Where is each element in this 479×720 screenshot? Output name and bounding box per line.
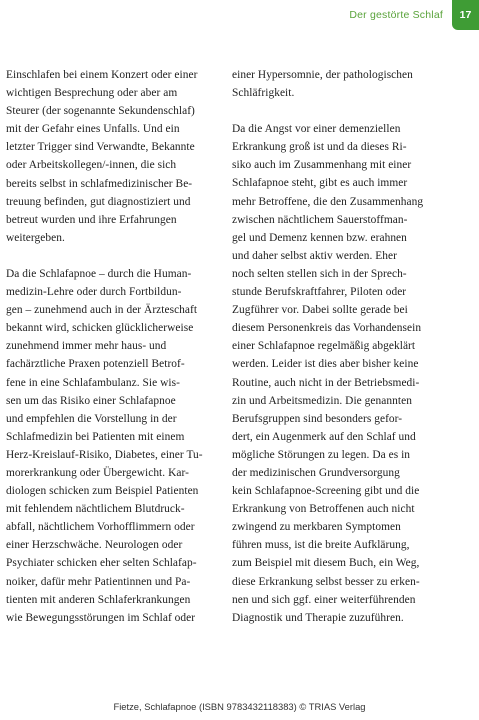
text-line: treuung befinden, gut diagnostiziert und	[6, 195, 191, 208]
running-title: Der gestörte Schlaf	[349, 9, 443, 21]
text-line: gel und Demenz kennen bzw. erahnen	[232, 231, 407, 244]
text-line: sen um das Risiko einer Schlafapnoe	[6, 394, 176, 407]
text-line: dert, ein Augenmerk auf den Schlaf und	[232, 430, 416, 443]
text-line: einer Herzschwäche. Neurologen oder	[6, 539, 183, 552]
text-line: Routine, auch nicht in der Betriebsmedi-	[232, 376, 420, 389]
text-line: mit fehlendem nächtlichem Blutdruck-	[6, 503, 185, 516]
text-line: Da die Schlafapnoe – durch die Human-	[6, 267, 192, 280]
text-line: mögliche Störungen zu legen. Da es in	[232, 448, 411, 461]
page-footer: Fietze, Schlafapnoe (ISBN 9783432118383) © TRIAS Verlag	[113, 701, 366, 712]
left-column	[6, 66, 220, 645]
text-line: werden. Leider ist dies aber bisher keine	[232, 358, 419, 371]
text-line: bekannt wird, schicken glücklicherweise	[6, 322, 194, 335]
right-column	[232, 66, 446, 645]
text-line: zwischen nächtlichem Sauerstoffman-	[232, 213, 408, 226]
text-line: Erkrankung von Betroffenen auch nicht	[232, 503, 415, 516]
text-line: oder Arbeitskollegen/-innen, die sich	[6, 159, 177, 172]
text-line: letzter Trigger sind Verwandte, Bekannte	[6, 141, 195, 154]
text-line: einer Hypersomnie, der pathologischen	[232, 69, 413, 81]
text-line: Steurer (der sogenannte Sekundenschlaf)	[6, 105, 195, 118]
text-line: noch selten stellen sich in der Sprech-	[232, 267, 407, 280]
text-line: stunde Berufskraftfahrer, Piloten oder	[232, 286, 407, 299]
text-line: betreut wurden und ihre Erfahrungen	[6, 213, 177, 226]
text-line: Erkrankung groß ist und da dieses Ri-	[232, 141, 407, 154]
text-line: Psychiater schicken eher selten Schlafap-	[6, 557, 197, 570]
text-line: morerkrankung oder Übergewicht. Kar-	[6, 466, 189, 479]
running-head	[349, 0, 479, 30]
text-line: zwingend zu merkbaren Symptomen	[232, 521, 401, 534]
text-line: einer Schlafapnoe regelmäßig abgeklärt	[232, 340, 416, 353]
text-line: kein Schlafapnoe-Screening gibt und die	[232, 485, 420, 498]
text-line: zunehmend immer mehr haus- und	[6, 340, 167, 353]
text-line: siko auch im Zusammenhang mit einer	[232, 159, 412, 172]
left-paragraph	[6, 66, 220, 247]
text-line: diologen schicken zum Beispiel Patienten	[6, 485, 199, 498]
text-line: weitergeben.	[6, 231, 65, 244]
text-line: fene in eine Schlafambulanz. Sie wis-	[6, 376, 180, 389]
text-line: und empfehlen die Vorstellung in der	[6, 412, 177, 425]
text-line: bereits selbst in schlafmedizinischer Be-	[6, 177, 193, 190]
text-line: und daher selbst aktiv werden. Eher	[232, 249, 397, 262]
text-line: Herz-Kreislauf-Risiko, Diabetes, einer Tu-	[6, 448, 203, 461]
text-line: nen und sich ggf. einer weiterführenden	[232, 593, 416, 606]
text-line: Zugführer vor. Dabei sollte gerade bei	[232, 304, 408, 317]
text-line: mit der Gefahr eines Unfalls. Und ein	[6, 123, 180, 136]
page-number: 17	[459, 9, 472, 21]
right-paragraph	[232, 66, 446, 102]
page-number-tab	[452, 0, 479, 30]
text-line: medizin-Lehre oder durch Fortbildun-	[6, 286, 182, 299]
text-line: wie Bewegungsstörungen im Schlaf oder	[6, 611, 196, 624]
text-line: gen – zunehmend auch in der Ärzteschaft	[6, 304, 198, 317]
text-line: der medizinischen Grundversorgung	[232, 466, 400, 479]
text-line: abfall, nächtlichem Vorhofflimmern oder	[6, 521, 195, 534]
left-paragraph	[6, 265, 220, 627]
text-line: Einschlafen bei einem Konzert oder einer	[6, 69, 198, 81]
text-line: diesem Personenkreis das Vorhandensein	[232, 322, 422, 335]
right-paragraph	[232, 120, 446, 627]
text-line: führen muss, ist die breite Aufklärung,	[232, 539, 410, 552]
text-line: tienten mit anderen Schlaferkrankungen	[6, 593, 191, 606]
text-line: Schlafapnoe steht, gibt es auch immer	[232, 177, 408, 190]
text-line: Da die Angst vor einer demenziellen	[232, 123, 401, 136]
text-line: zum Beispiel mit diesem Buch, ein Weg,	[232, 557, 420, 570]
text-line: diese Erkrankung selbst besser zu erken-	[232, 575, 420, 588]
text-line: mehr Betroffene, die den Zusammenhang	[232, 195, 424, 208]
text-line: Berufsgruppen sind besonders gefor-	[232, 412, 403, 425]
text-line: Schlafmedizin bei Patienten mit einem	[6, 430, 185, 443]
text-line: wichtigen Besprechung oder aber am	[6, 87, 178, 100]
text-line: Diagnostik und Therapie zuzuführen.	[232, 611, 404, 624]
text-line: noiker, dafür mehr Patientinnen und Pa-	[6, 575, 191, 588]
text-line: Schläfrigkeit.	[232, 87, 295, 100]
text-line: fachärztliche Praxen potenziell Betrof-	[6, 358, 185, 371]
text-line: zin und Arbeitsmedizin. Die genannten	[232, 394, 412, 407]
